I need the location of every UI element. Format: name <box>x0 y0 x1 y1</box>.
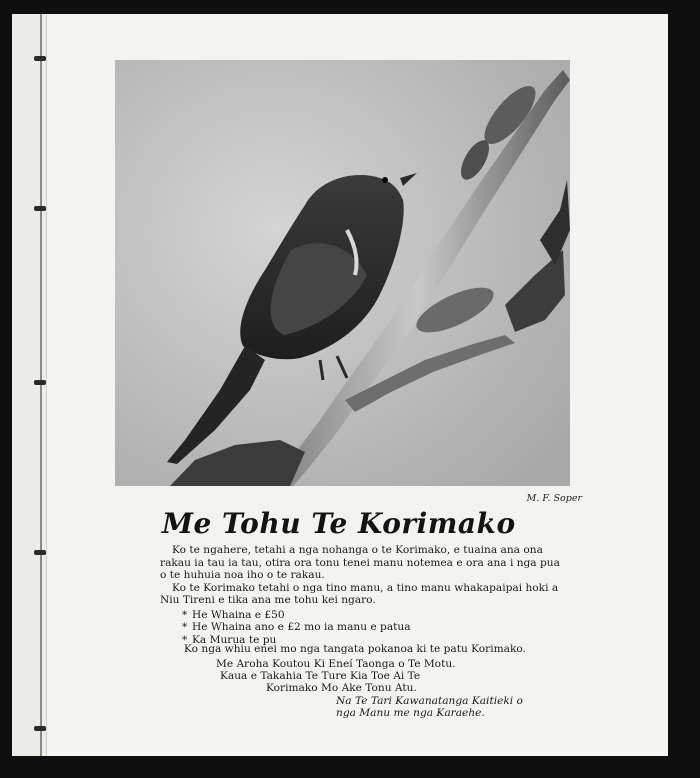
bird-photograph <box>115 60 570 486</box>
bird-photo-illustration <box>115 60 570 486</box>
motto-line: Korimako Mo Ake Tonu Atu. <box>266 682 417 694</box>
binding-staple <box>34 380 46 385</box>
penalty-text: He Whaina e £50 <box>192 608 285 621</box>
penalties-list <box>182 609 562 647</box>
signature-line: Na Te Tari Kawanatanga Kaitieki o <box>336 695 523 707</box>
bird-eye <box>382 177 388 183</box>
motto-line: Kaua e Takahia Te Ture Kia Toe Ai Te <box>220 670 421 682</box>
scanned-page <box>12 14 668 756</box>
penalty-text: Ka Murua te pu <box>192 633 277 646</box>
binding-staple <box>34 726 46 731</box>
penalty-item <box>182 609 562 622</box>
bullet-mark: * <box>182 608 188 621</box>
binding-staple <box>34 56 46 61</box>
article-title: Me Tohu Te Korimako <box>162 507 516 540</box>
paragraph-forest: Ko te ngahere, tetahi a nga nohanga o te Korimako, e tuaina ana ona rakau ia tau ia tau, otira ora tonu tenei manu notemea e ora ana i nga pua o te huhuia noa iho o te rakau. <box>160 544 560 581</box>
binding-fold-line <box>40 14 42 756</box>
closing-sentence: Ko nga whiu enei mo nga tangata pokanoa ki te patu Korimako. <box>184 643 526 655</box>
paragraph-protection: Ko te Korimako tetahi o nga tino manu, a tino manu whakapaipai hoki a Niu Tireni e tika ana me tohu kei ngaro. <box>160 581 559 606</box>
binding-staple <box>34 206 46 211</box>
penalty-item <box>182 621 562 634</box>
binding-staple <box>34 550 46 555</box>
signature-line: nga Manu me nga Karaehe. <box>336 707 485 719</box>
motto-line: Me Aroha Koutou Ki Eneí Taonga o Te Motu. <box>216 658 456 670</box>
article-body <box>160 544 562 646</box>
penalty-text: He Whaina ano e £2 mo ia manu e patua <box>192 621 411 633</box>
photo-credit: M. F. Soper <box>526 493 582 504</box>
bullet-mark: * <box>182 621 188 633</box>
bullet-mark: * <box>182 633 188 646</box>
